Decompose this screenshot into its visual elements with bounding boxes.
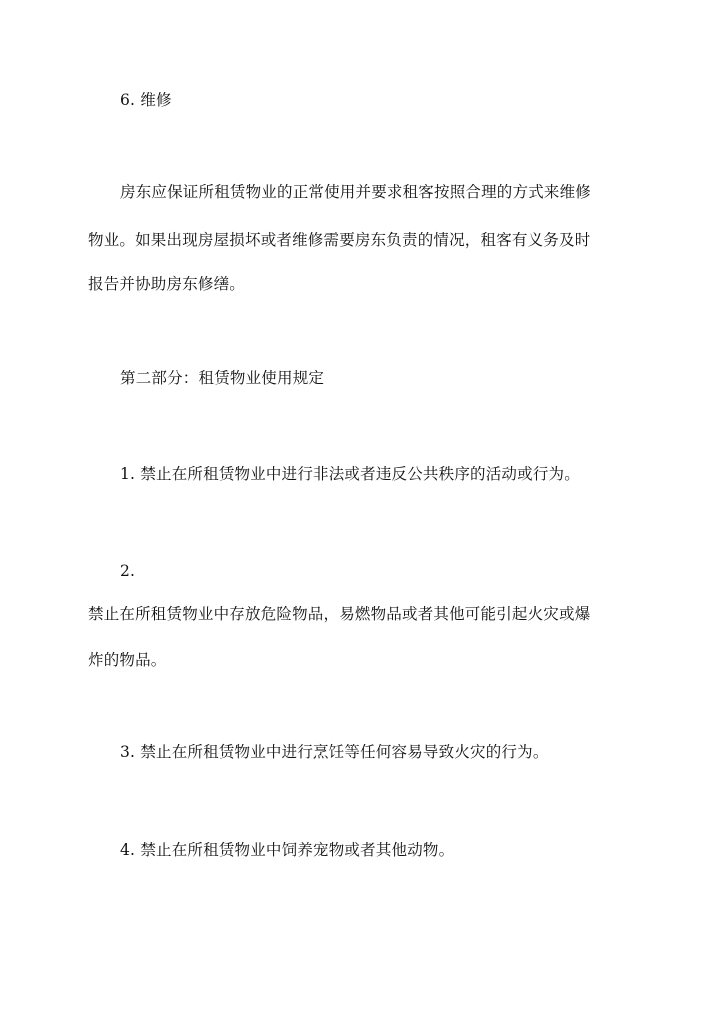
- rule-3: 3. 禁止在所租赁物业中进行烹饪等任何容易导致火灾的行为。: [120, 743, 549, 761]
- section-6-body-line-1: 房东应保证所租赁物业的正常使用并要求租客按照合理的方式来维修: [120, 183, 592, 201]
- part-2-heading: 第二部分：租赁物业使用规定: [120, 369, 325, 387]
- rule-2-number: 2.: [120, 562, 136, 580]
- rule-2-line-2: 炸的物品。: [88, 651, 167, 669]
- rule-4: 4. 禁止在所租赁物业中饲养宠物或者其他动物。: [120, 841, 455, 859]
- section-6-body-line-2: 物业。如果出现房屋损坏或者维修需要房东负责的情况，租客有义务及时: [88, 231, 591, 249]
- rule-1: 1. 禁止在所租赁物业中进行非法或者违反公共秩序的活动或行为。: [120, 465, 580, 483]
- rule-2-line-1: 禁止在所租赁物业中存放危险物品，易燃物品或者其他可能引起火灾或爆: [88, 605, 591, 623]
- section-6-body-line-3: 报告并协助房东修缮。: [88, 275, 246, 293]
- section-6-heading: 6. 维修: [120, 91, 172, 109]
